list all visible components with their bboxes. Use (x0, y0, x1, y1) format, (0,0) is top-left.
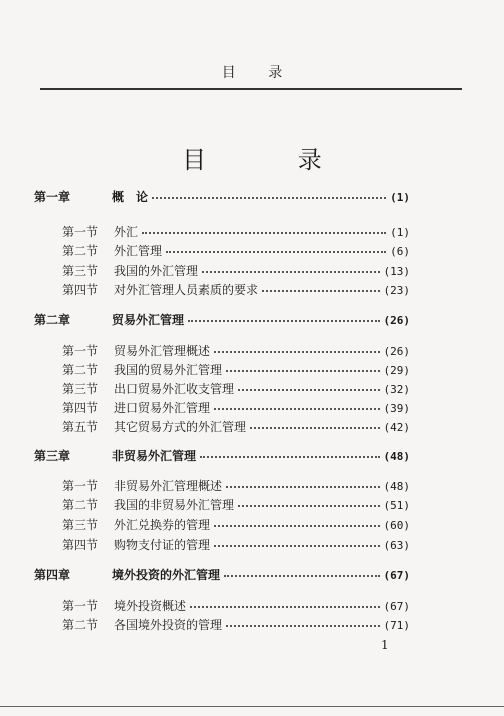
section-title: 非贸易外汇管理概述 (114, 479, 223, 493)
page-ref: (60) (383, 519, 410, 532)
chapter-title: 境外投资的外汇管理 (112, 568, 221, 582)
chapter-number: 第四章 (34, 568, 71, 582)
leader-dots (142, 220, 386, 234)
page-ref: (32) (383, 383, 410, 396)
toc-section (62, 535, 410, 554)
leader-dots (152, 185, 386, 199)
page-ref: (26) (383, 314, 410, 327)
section-number: 第四节 (62, 283, 99, 297)
leader-dots (200, 444, 379, 458)
section-title: 我国的外汇管理 (114, 264, 199, 278)
chapter-number: 第三章 (34, 449, 71, 463)
section-number: 第一节 (62, 599, 99, 613)
section-title: 我国的贸易外汇管理 (114, 363, 223, 377)
section-number: 第三节 (62, 264, 99, 278)
section-number: 第二节 (62, 498, 99, 512)
toc-section (62, 515, 410, 534)
page-ref: (48) (383, 480, 410, 493)
page-ref: (1) (390, 191, 410, 204)
page-ref: (71) (383, 619, 410, 632)
section-title: 购物支付证的管理 (114, 538, 211, 552)
section-title: 进口贸易外汇管理 (114, 401, 211, 415)
leader-dots (190, 594, 379, 608)
section-title: 各国境外投资的管理 (114, 618, 223, 632)
section-number: 第二节 (62, 618, 99, 632)
leader-dots (214, 513, 379, 527)
toc-section (62, 495, 410, 514)
chapter-number: 第二章 (34, 313, 71, 327)
running-head: 目 录 (221, 65, 297, 81)
page-ref: (1) (390, 226, 410, 239)
toc-section (62, 241, 410, 260)
leader-dots (226, 474, 379, 488)
section-title: 对外汇管理人员素质的要求 (114, 283, 259, 297)
leader-dots (226, 613, 379, 627)
section-title: 出口贸易外汇收支管理 (114, 382, 235, 396)
section-number: 第四节 (62, 401, 99, 415)
header-rule (40, 88, 462, 90)
leader-dots (188, 308, 379, 322)
leader-dots (250, 415, 379, 429)
section-number: 第一节 (62, 225, 99, 239)
page-ref: (26) (383, 345, 410, 358)
section-title: 我国的非贸易外汇管理 (114, 498, 235, 512)
leader-dots (224, 563, 379, 577)
leader-dots (226, 358, 379, 372)
page-ref: (39) (383, 402, 410, 415)
leader-dots (214, 339, 379, 353)
leader-dots (238, 493, 379, 507)
leader-dots (214, 396, 379, 410)
page-ref: (23) (383, 284, 410, 297)
leader-dots (262, 278, 379, 292)
section-title: 外汇管理 (114, 244, 163, 258)
section-title: 贸易外汇管理概述 (114, 344, 211, 358)
page-ref: (48) (383, 450, 410, 463)
section-number: 第五节 (62, 420, 99, 434)
section-title: 外汇 (114, 225, 139, 239)
toc-title: 目 录 (182, 146, 364, 174)
page-ref: (29) (383, 364, 410, 377)
section-title: 境外投资概述 (114, 599, 187, 613)
chapter-title: 贸易外汇管理 (112, 313, 185, 327)
leader-dots (238, 377, 379, 391)
page-ref: (13) (383, 265, 410, 278)
leader-dots (166, 239, 386, 253)
page-ref: (6) (390, 245, 410, 258)
page-number: 1 (381, 638, 389, 652)
toc-section (62, 417, 410, 436)
page-ref: (42) (383, 421, 410, 434)
toc-section (62, 280, 410, 299)
leader-dots (202, 259, 379, 273)
chapter-number: 第一章 (34, 190, 71, 204)
section-number: 第一节 (62, 479, 99, 493)
page-ref: (63) (383, 539, 410, 552)
section-number: 第四节 (62, 538, 99, 552)
section-number: 第三节 (62, 518, 99, 532)
section-title: 外汇兑换券的管理 (114, 518, 211, 532)
section-title: 其它贸易方式的外汇管理 (114, 420, 247, 434)
page-ref: (51) (383, 499, 410, 512)
section-number: 第一节 (62, 344, 99, 358)
leader-dots (214, 533, 379, 547)
footer-rule (0, 706, 504, 707)
section-number: 第二节 (62, 244, 99, 258)
chapter-title: 概 论 (112, 190, 149, 204)
chapter-title: 非贸易外汇管理 (112, 449, 197, 463)
section-number: 第三节 (62, 382, 99, 396)
toc-chapter-4 (34, 565, 410, 584)
section-number: 第二节 (62, 363, 99, 377)
toc-chapter-3 (34, 446, 410, 465)
toc-chapter-1 (34, 187, 410, 206)
toc-section (62, 615, 410, 634)
page-ref: (67) (383, 569, 410, 582)
toc-chapter-2 (34, 310, 410, 329)
page-ref: (67) (383, 600, 410, 613)
